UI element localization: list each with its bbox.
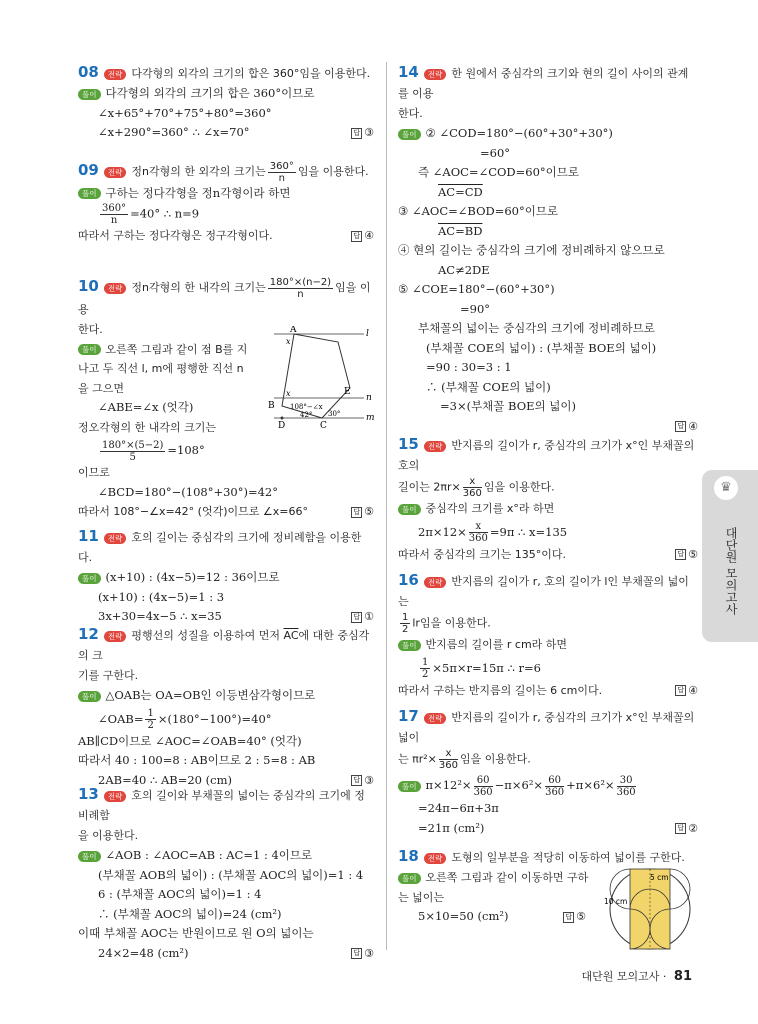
problem-number: 13 — [78, 785, 99, 803]
numerator: 180°×(5−2) — [102, 439, 164, 451]
solution-line: ∠x+65°+70°+75°+80°=360° — [98, 105, 272, 120]
label-l: l — [366, 329, 369, 339]
answer-mark — [675, 819, 698, 839]
solution-line: 반지름의 길이를 r cm라 하면 — [425, 638, 568, 651]
trophy-icon: ♛ — [714, 476, 738, 500]
label-5cm: 5 cm — [650, 873, 669, 882]
solution-line: 다각형의 외각의 크기의 합은 360°이므로 — [105, 86, 315, 100]
answer-box: 답 — [677, 824, 685, 832]
numerator: 30 — [617, 775, 636, 787]
solution-tag: 풀이 — [398, 640, 421, 651]
solution-tag: 풀이 — [398, 504, 421, 515]
answer-box: 답 — [677, 422, 685, 430]
strategy-text: 길이는 2πr× — [398, 480, 461, 494]
solution-line: π×12²× — [425, 778, 472, 792]
solution-line: ∠OAB= — [98, 711, 144, 726]
solution-line: ② ∠COD=180°−(60°+30°+30°) — [425, 126, 613, 140]
label-d: D — [278, 421, 286, 430]
solution-line: ∠x+290°=360° ∴ ∠x=70° — [98, 125, 250, 139]
solution-line: AC=CD — [438, 184, 483, 199]
fraction — [469, 521, 488, 544]
strategy-text: 임을 이용한다. — [483, 480, 555, 494]
answer-value: ④ — [364, 229, 374, 242]
solution-line: =21π (cm²) — [418, 820, 485, 835]
label-b: B — [268, 401, 275, 411]
solution-line: AB∥CD이므로 ∠AOC=∠OAB=40° (엇각) — [78, 733, 302, 748]
strategy-text: 도형의 일부분을 적당히 이동하여 넓이를 구한다. — [451, 851, 685, 864]
strategy-text: 을 이용한다. — [78, 829, 139, 842]
solution-line: =3×(부채꼴 BOE의 넓이) — [440, 399, 577, 413]
problem-12 — [78, 624, 374, 790]
fraction — [617, 775, 636, 798]
solution-line: 나고 두 직선 l, m에 평행한 직선 n — [78, 362, 244, 375]
problem-17 — [398, 706, 698, 838]
solution-line: AC=BD — [438, 223, 483, 238]
label-e: E — [344, 387, 351, 397]
label-c: C — [320, 421, 327, 430]
solution-line: −π×6²× — [494, 778, 544, 792]
solution-line: AC≠2DE — [438, 262, 490, 277]
solution-line: ∠ABE=∠x (엇각) — [98, 400, 194, 414]
angle-30: 30° — [328, 410, 341, 418]
solution-line: ③ ∠AOC=∠BOD=60°이므로 — [398, 204, 559, 218]
solution-line: (x+10) : (4x−5)=12 : 36이므로 — [105, 570, 280, 584]
circle-region-figure — [604, 866, 696, 952]
numerator: x — [439, 748, 458, 760]
strategy-tag: 전략 — [104, 791, 127, 802]
strategy-text: 정n각형의 한 내각의 크기는 — [131, 281, 266, 294]
solution-line: ⑤ ∠COE=180°−(60°+30°) — [398, 282, 555, 296]
fraction — [545, 775, 564, 798]
denominator: 360 — [468, 533, 488, 544]
solution-line: 오른쪽 그림과 같이 이동하면 구하 — [425, 871, 589, 884]
solution-line: =40° ∴ n=9 — [130, 206, 200, 221]
answer-box: 답 — [353, 231, 361, 240]
solution-line: 24×2=48 (cm²) — [98, 945, 189, 960]
strategy-text: 한다. — [78, 322, 103, 336]
solution-line: =60° — [480, 145, 511, 160]
answer-mark — [675, 545, 698, 565]
strategy-text: 호의 길이는 중심각의 크기에 정비례함을 이용한다. — [78, 531, 362, 564]
solution-tag: 풀이 — [78, 691, 101, 702]
page-number: 81 — [673, 969, 692, 984]
solution-tag: 풀이 — [398, 781, 421, 792]
strategy-text: 호의 길이와 부채꼴의 넓이는 중심각의 크기에 정비례함 — [78, 789, 365, 822]
problem-number: 18 — [398, 847, 419, 865]
solution-line: =24π−6π+3π — [418, 801, 499, 815]
label-n: n — [366, 393, 372, 403]
label-m: m — [366, 413, 375, 423]
numerator: 60 — [545, 775, 564, 787]
fraction — [474, 775, 493, 798]
strategy-text: 기를 구한다. — [78, 669, 139, 682]
strategy-text: 임을 이용한다. — [460, 752, 531, 766]
solution-line: 5×10=50 (cm²) — [418, 909, 509, 923]
solution-tag: 풀이 — [398, 873, 421, 884]
solution-line: 이때 부채꼴 AOC는 반원이므로 원 O의 넓이는 — [78, 926, 314, 940]
answer-mark — [351, 123, 374, 143]
side-tab-label: 대단원 모의고사 — [724, 527, 738, 615]
problem-number: 10 — [78, 277, 99, 295]
answer-box: 답 — [353, 949, 361, 957]
fraction — [463, 476, 482, 499]
answer-box: 답 — [565, 912, 573, 921]
answer-value: ③ — [364, 946, 374, 960]
angle-x-b: x — [286, 389, 291, 398]
answer-box: 답 — [353, 612, 361, 621]
problem-number: 16 — [398, 571, 419, 589]
solution-line: +π×6²× — [566, 778, 615, 792]
answer-mark — [351, 226, 374, 246]
answer-mark — [675, 681, 698, 701]
answer-value: ⑤ — [364, 505, 374, 518]
numerator: 1 — [422, 657, 429, 668]
solution-line: 따라서 구하는 정다각형은 정구각형이다. — [78, 229, 273, 242]
solution-tag: 풀이 — [78, 344, 101, 355]
strategy-tag: 전략 — [104, 167, 127, 178]
problem-16 — [398, 570, 698, 700]
solution-line: =90° — [460, 301, 491, 316]
strategy-text: 반지름의 길이가 r, 호의 길이가 l인 부채꼴의 넓이는 — [398, 575, 689, 608]
strategy-text: 다각형의 외각의 크기의 합은 360°임을 이용한다. — [131, 67, 371, 80]
strategy-text: 한다. — [398, 107, 423, 120]
problem-09 — [78, 160, 374, 246]
arc-label: $\overline{AC}$ — [283, 629, 299, 642]
strategy-tag: 전략 — [104, 283, 127, 294]
strategy-tag: 전략 — [424, 69, 447, 80]
denominator: n — [297, 288, 304, 300]
solution-line: 따라서 구하는 반지름의 길이는 6 cm이다. — [398, 683, 603, 697]
numerator: x — [469, 521, 488, 533]
problem-number: 12 — [78, 625, 99, 643]
solution-line: 3x+30=4x−5 ∴ x=35 — [98, 609, 222, 623]
fraction — [268, 161, 296, 184]
fraction — [145, 708, 155, 731]
angle-42: 42° — [300, 411, 313, 419]
solution-line: ×5π×r=15π ∴ r=6 — [432, 660, 541, 675]
answer-box: 답 — [677, 686, 685, 694]
page-footer — [582, 968, 692, 984]
problem-13 — [78, 784, 374, 963]
solution-line: (x+10) : (4x−5)=1 : 3 — [98, 589, 225, 604]
solution-line: =9π ∴ x=135 — [489, 524, 568, 539]
denominator: 360 — [473, 786, 493, 798]
strategy-text: 정n각형의 한 외각의 크기는 — [131, 165, 266, 178]
numerator: 180°×(n−2) — [269, 276, 332, 288]
solution-line: 구하는 정다각형을 정n각형이라 하면 — [105, 185, 291, 200]
solution-line: 따라서 108°−∠x=42° (엇각)이므로 ∠x=66° — [78, 505, 308, 518]
solution-line: 따라서 40 : 100=8 : AB이므로 2 : 5=8 : AB — [78, 753, 316, 767]
pentagon-parallel-lines-figure — [264, 326, 376, 430]
answer-value: ③ — [364, 126, 374, 139]
strategy-tag: 전략 — [424, 713, 447, 724]
solution-line: 을 그으면 — [78, 381, 125, 395]
answer-value: ⑤ — [576, 910, 586, 923]
answer-value: ② — [688, 821, 698, 835]
solution-line: ×(180°−100°)=40° — [157, 711, 272, 726]
strategy-text: 한 원에서 중심각의 크기와 현의 길이 사이의 관계를 이용 — [398, 67, 689, 100]
answer-value: ⑤ — [688, 547, 698, 561]
strategy-text: lr임을 이용한다. — [412, 616, 491, 630]
solution-line: 중심각의 크기를 x°라 하면 — [425, 502, 555, 515]
problem-number: 17 — [398, 707, 419, 725]
denominator: 360 — [462, 488, 482, 499]
problem-10 — [78, 276, 374, 522]
numerator: 360° — [102, 203, 127, 214]
denominator: n — [278, 172, 285, 184]
strategy-text: 임을 이용 — [78, 281, 371, 316]
solution-line: 즉 ∠AOC=∠COD=60°이므로 — [418, 165, 579, 179]
solution-line: ∴ (부채꼴 COE의 넓이) — [426, 379, 551, 394]
solution-line: =90 : 30=3 : 1 — [426, 360, 512, 374]
denominator: 5 — [129, 451, 136, 463]
answer-box: 답 — [353, 776, 361, 784]
solution-tag: 풀이 — [78, 851, 101, 862]
denominator: 2 — [147, 720, 154, 731]
problem-number: 15 — [398, 435, 419, 453]
solution-line: ④ 현의 길이는 중심각의 크기에 정비례하지 않으므로 — [398, 243, 665, 257]
point-d-dot — [281, 417, 284, 420]
answer-box: 답 — [353, 128, 361, 137]
strategy-tag: 전략 — [424, 441, 447, 452]
solution-tag: 풀이 — [78, 573, 101, 584]
denominator: 360 — [545, 786, 565, 798]
strategy-text: 반지름의 길이가 r, 중심각의 크기가 x°인 부채꼴의 넓이 — [398, 711, 695, 744]
answer-mark — [351, 502, 374, 522]
solution-line: 는 넓이는 — [398, 890, 445, 904]
denominator: 2 — [422, 669, 429, 680]
solution-line: 2π×12× — [418, 524, 467, 539]
solution-line: 정오각형의 한 내각의 크기는 — [78, 420, 217, 434]
fraction — [420, 657, 430, 680]
fraction — [439, 748, 458, 771]
strategy-text: 임을 이용한다. — [297, 165, 369, 178]
label-a: A — [290, 326, 297, 335]
numerator: x — [463, 476, 482, 488]
fraction — [400, 612, 410, 635]
solution-line: 부채꼴의 넓이는 중심각의 크기에 정비례하므로 — [418, 321, 655, 335]
strategy-tag: 전략 — [424, 577, 447, 588]
answer-mark — [351, 944, 374, 964]
fraction — [268, 277, 333, 300]
solution-line: (부채꼴 COE의 넓이) : (부채꼴 BOE의 넓이) — [426, 340, 657, 355]
solution-tag: 풀이 — [398, 129, 421, 140]
fraction — [100, 440, 165, 463]
solution-line: ∠AOB : ∠AOC=AB : AC=1 : 4이므로 — [105, 848, 313, 862]
strategy-tag: 전략 — [104, 631, 127, 642]
solution-line: 오른쪽 그림과 같이 점 B를 지 — [105, 342, 248, 356]
answer-value: ① — [364, 610, 374, 623]
solution-line: ∴ (부채꼴 AOC의 넓이)=24 (cm²) — [98, 906, 282, 921]
solution-tag: 풀이 — [78, 89, 101, 100]
problem-15 — [398, 434, 698, 564]
solution-tag: 풀이 — [78, 188, 101, 199]
strategy-text: 는 πr²× — [398, 752, 437, 766]
solution-line: 이므로 — [78, 466, 110, 479]
strategy-text: 반지름의 길이가 r, 중심각의 크기가 x°인 부채꼴의 호의 — [398, 439, 695, 472]
strategy-tag: 전략 — [104, 69, 127, 80]
footer-separator: · — [662, 970, 667, 983]
solution-line: (부채꼴 AOB의 넓이) : (부채꼴 AOC의 넓이)=1 : 4 — [98, 867, 364, 882]
angle-108: 108°−∠x — [290, 403, 323, 411]
column-divider — [386, 62, 387, 950]
problem-11 — [78, 526, 374, 627]
numerator: 360° — [269, 160, 294, 172]
answer-box: 답 — [353, 507, 361, 516]
denominator: 360 — [616, 786, 636, 798]
strategy-tag: 전략 — [104, 533, 127, 544]
problem-14 — [398, 62, 698, 437]
fraction — [100, 203, 128, 226]
answer-box: 답 — [677, 550, 685, 558]
solution-line: 2AB=40 ∴ AB=20 (cm) — [98, 772, 232, 787]
solution-line: 6 : (부채꼴 AOC의 넓이)=1 : 4 — [98, 887, 262, 901]
solution-line: 따라서 중심각의 크기는 135°이다. — [398, 547, 566, 561]
answer-mark — [563, 907, 586, 927]
solution-line: ∠BCD=180°−(108°+30°)=42° — [98, 484, 279, 499]
footer-section: 대단원 모의고사 — [581, 970, 660, 983]
numerator: 1 — [147, 708, 154, 719]
answer-value: ④ — [688, 683, 698, 697]
strategy-text: 에 대한 중심각의 크 — [78, 629, 370, 662]
solution-line: △OAB는 OA=OB인 이등변삼각형이므로 — [105, 688, 316, 702]
problem-number: 08 — [78, 63, 99, 81]
problem-18 — [398, 846, 698, 927]
problem-number: 11 — [78, 527, 99, 545]
strategy-tag: 전략 — [424, 853, 447, 864]
denominator: 360 — [438, 760, 458, 771]
problem-number: 09 — [78, 161, 99, 179]
angle-x-top: x — [286, 337, 291, 346]
solution-line: =108° — [167, 443, 205, 457]
numerator: 60 — [474, 775, 493, 787]
numerator: 1 — [402, 612, 409, 623]
label-10cm: 10 cm — [604, 897, 628, 906]
denominator: 2 — [402, 624, 409, 635]
denominator: n — [110, 215, 118, 226]
answer-value: ④ — [688, 419, 698, 433]
strategy-text: 평행선의 성질을 이용하여 먼저 — [131, 629, 281, 642]
answer-value: ③ — [364, 773, 374, 787]
section-side-tab — [702, 470, 758, 642]
problem-08 — [78, 62, 374, 143]
problem-number: 14 — [398, 63, 419, 81]
